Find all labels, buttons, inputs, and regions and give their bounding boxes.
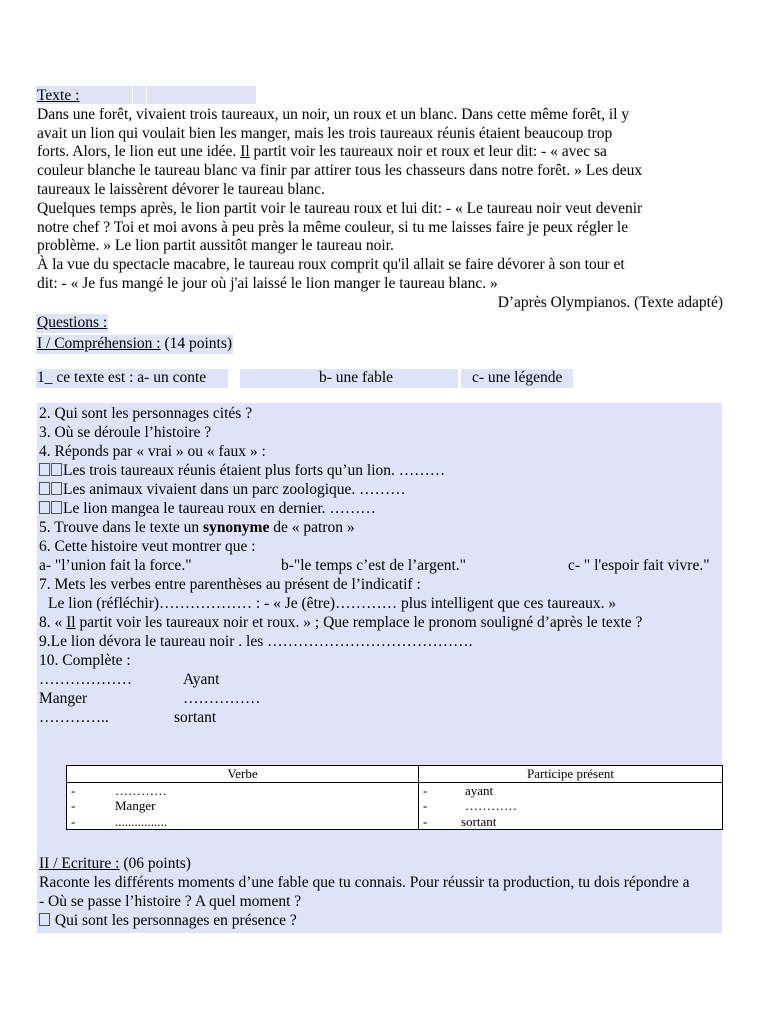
- checkbox-icon: [51, 463, 62, 476]
- question-9: 9.Le lion dévora le taureau noir . les ………………………………….: [39, 633, 473, 650]
- table-row: - …………: [71, 782, 167, 798]
- text-line: taureaux le laissèrent dévorer le taureau blanc.: [37, 180, 325, 198]
- checkbox-icon: [51, 482, 62, 495]
- questions-heading: Questions :: [37, 314, 108, 331]
- underlined-pronoun: Il: [240, 143, 250, 161]
- checkbox-icon: [39, 463, 50, 476]
- reading-text: [37, 87, 737, 313]
- text-line: couleur blanche le taureau blanc va finir par attirer tous les chasseurs dans notre forêt. » Les deux: [37, 162, 643, 180]
- q1-option-b: b- une fable: [240, 369, 458, 388]
- true-false-item: Le lion mangea le taureau roux en dernier. ………: [39, 500, 376, 519]
- text-line: forts. Alors, le lion eut une idée. Il partit voir les taureaux noir et roux et leur dit: - « avec sa: [37, 143, 607, 161]
- question-4: 4. Réponds par « vrai » ou « faux » :: [39, 443, 266, 460]
- question-10: 10. Complète :: [39, 652, 131, 669]
- checkbox-icon: [39, 482, 50, 495]
- table-row: - Manger: [71, 798, 156, 813]
- writing-question-where: - Où se passe l’histoire ? A quel moment ?: [39, 893, 302, 910]
- checkbox-icon: [39, 501, 50, 514]
- table-row: - ayant: [423, 782, 494, 798]
- text-line: Dans une forêt, vivaient trois taureaux, un noir, un roux et un blanc. Dans cette même forêt, il y: [37, 105, 630, 123]
- text-source: D’après Olympianos. (Texte adapté): [497, 293, 723, 311]
- q6-option-a: a- "l’union fait la force.": [39, 557, 192, 574]
- table-row: - …………: [423, 798, 517, 813]
- q6-option-c: c- " l'espoir fait vivre.": [568, 557, 710, 574]
- writing-heading: II / Ecriture : (06 points): [39, 855, 191, 872]
- q10-right: sortant: [174, 709, 217, 726]
- checkbox-icon: [39, 913, 50, 926]
- text-line: problème. » Le lion partit aussitôt manger le taureau noir.: [37, 237, 394, 255]
- q1-option-c: c- une légende: [461, 369, 573, 388]
- table-header-participe: Participe présent: [419, 766, 723, 783]
- true-false-item: Les trois taureaux réunis étaient plus forts qu’un lion. ………: [39, 462, 445, 481]
- question-5: 5. Trouve dans le texte un synonyme de « patron »: [39, 519, 355, 536]
- q10-right: Ayant: [183, 671, 220, 688]
- writing-question-who: Qui sont les personnages en présence ?: [39, 912, 297, 931]
- texte-label: Texte :: [37, 87, 80, 104]
- text-line: À la vue du spectacle macabre, le taureau roux comprit qu'il allait se faire dévorer à son tour et: [37, 256, 625, 274]
- table-header-verbe: Verbe: [67, 766, 419, 783]
- q10-right: ……………: [183, 690, 261, 707]
- text-line: notre chef ? Toi et moi avons à peu près la même couleur, si tu me laisses faire je peux régler le: [37, 218, 629, 236]
- verb-participle-table: [66, 765, 723, 830]
- q7-sentence: Le lion (réfléchir)……………… : - « Je (être)………… plus intelligent que ces taureaux. »: [48, 595, 617, 612]
- question-2: 2. Qui sont les personnages cités ?: [39, 405, 253, 422]
- text-line: Quelques temps après, le lion partit voir le taureau roux et lui dit: - « Le taureau noir veut devenir: [37, 199, 643, 217]
- text-line: avait un lion qui voulait bien les manger, mais les trois taureaux réunis étaient beaucoup trop: [37, 124, 613, 142]
- q6-option-b: b-"le temps c’est de l’argent.": [281, 557, 466, 574]
- question-6: 6. Cette histoire veut montrer que :: [39, 538, 256, 555]
- text-line: dit: - « Je fus mangé le jour où j'ai laissé le lion manger le taureau blanc. »: [37, 274, 498, 292]
- q10-left: ………………: [39, 671, 132, 688]
- questions-section: [37, 403, 722, 933]
- table-cell-verbs: [67, 782, 419, 830]
- table-row: - sortant: [423, 813, 497, 829]
- q10-left: …………..: [39, 709, 109, 726]
- checkbox-icon: [51, 501, 62, 514]
- true-false-item: Les animaux vivaient dans un parc zoologique. ………: [39, 481, 406, 500]
- comprehension-heading: I / Compréhension : (14 points): [37, 335, 233, 352]
- table-cell-participles: [419, 782, 723, 830]
- q1-prompt: 1_ ce texte est : a- un conte: [36, 369, 228, 388]
- question-7: 7. Mets les verbes entre parenthèses au présent de l’indicatif :: [39, 576, 421, 593]
- table-row: - ................: [71, 813, 167, 829]
- writing-prompt: Raconte les différents moments d’une fable que tu connais. Pour réussir ta production, tu dois répondre a: [39, 874, 690, 891]
- question-3: 3. Où se déroule l’histoire ?: [39, 424, 212, 441]
- question-8: 8. « Il partit voir les taureaux noir et roux. » ; Que remplace le pronom souligné d’après le texte ?: [39, 614, 643, 631]
- q10-left: Manger: [39, 690, 88, 707]
